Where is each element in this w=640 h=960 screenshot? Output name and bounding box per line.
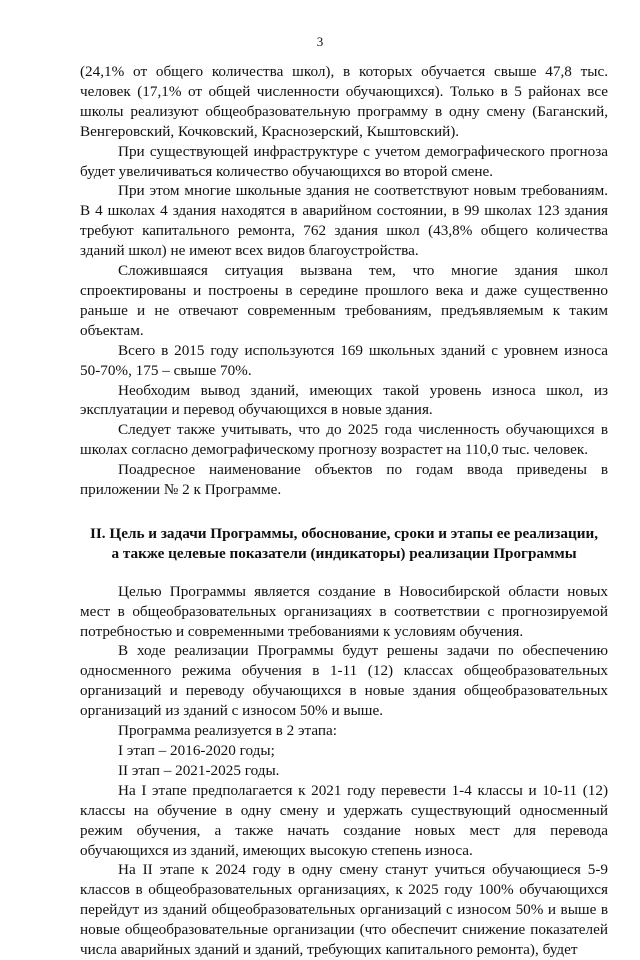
paragraph: Сложившаяся ситуация вызвана тем, что многие здания школ спроектированы и построены в середине прошлого века и даже существенно раньше и не отвечают современным требованиям, предъявляемым к таким объектам. <box>80 262 608 339</box>
paragraph: Целью Программы является создание в Новосибирской области новых мест в общеобразовательных организациях в соответствии с прогнозируемой потребностью и современными требованиями к условиям обучения. <box>80 582 608 640</box>
paragraph: Необходим вывод зданий, имеющих такой уровень износа школ, из эксплуатации и перевод обучающихся в новые здания. <box>80 381 608 419</box>
paragraph: На II этапе к 2024 году в одну смену станут учиться обучающиеся 5-9 классов в общеобразовательных организациях, к 2025 году 100% обучающихся перейдут из зданий общеобразовательных организаций с износом 50% и выше в новые общеобразовательные организации (что обеспечит снижение показателей числа аварийных зданий и зданий, требующих капитального ремонта), будет <box>80 861 608 959</box>
paragraph: Следует также учитывать, что до 2025 года численность обучающихся в школах согласно демографическому прогнозу возрастет на 110,0 тыс. человек. <box>80 421 608 459</box>
section-goals-text <box>80 582 608 960</box>
page-number: 3 <box>316 34 324 49</box>
paragraph: Программа реализуется в 2 этапа: <box>118 722 337 740</box>
section-heading <box>80 524 608 564</box>
paragraph: При этом многие школьные здания не соответствуют новым требованиям. В 4 школах 4 здания находятся в аварийном состоянии, в 99 школах 123 здания требуют капитального ремонта, 762 здания школ (43,8% общего количества зданий школ) не имеют всех видов благоустройства. <box>80 182 608 260</box>
paragraph: I этап – 2016-2020 годы; <box>118 742 275 759</box>
paragraph: II этап – 2021-2025 годы. <box>118 761 280 779</box>
paragraph: Всего в 2015 году используются 169 школьных зданий с уровнем износа 50-70%, 175 – свыше 70%. <box>80 341 608 379</box>
paragraph: (24,1% от общего количества школ), в которых обучается свыше 47,8 тыс. человек (17,1% от общей численности обучающихся). Только в 5 районах все школы реализуют общеобразовательную программу в одну смену (Баганский, Венгеровский, Кочковский, Краснозерский, Кыштовский). <box>80 63 608 140</box>
paragraph: В ходе реализации Программы будут решены задачи по обеспечению односменного режима обучения в 1-11 (12) классах общеобразовательных организаций и переводу обучающихся в новые здания общеобразовательных организаций из зданий с износом 50% и выше. <box>80 642 608 720</box>
section-heading-line: а также целевые показатели (индикаторы) реализации Программы <box>111 544 577 562</box>
paragraph: При существующей инфраструктуре с учетом демографического прогноза будет увеличиваться количество обучающихся во второй смене. <box>80 142 608 180</box>
section-heading-line: II. Цель и задачи Программы, обоснование, сроки и этапы ее реализации, <box>89 524 599 542</box>
document-body <box>80 62 608 960</box>
paragraph: На I этапе предполагается к 2021 году перевести 1-4 классы и 10-11 (12) классы на обучение в одну смену и удержать существующий односменный режим обучения, а также начать создание новых мест для перевода обучающихся из зданий, имеющих высокую степень износа. <box>80 781 608 859</box>
paragraph: Поадресное наименование объектов по годам ввода приведены в приложении № 2 к Программе. <box>80 461 608 499</box>
section-intro-text <box>80 62 608 500</box>
